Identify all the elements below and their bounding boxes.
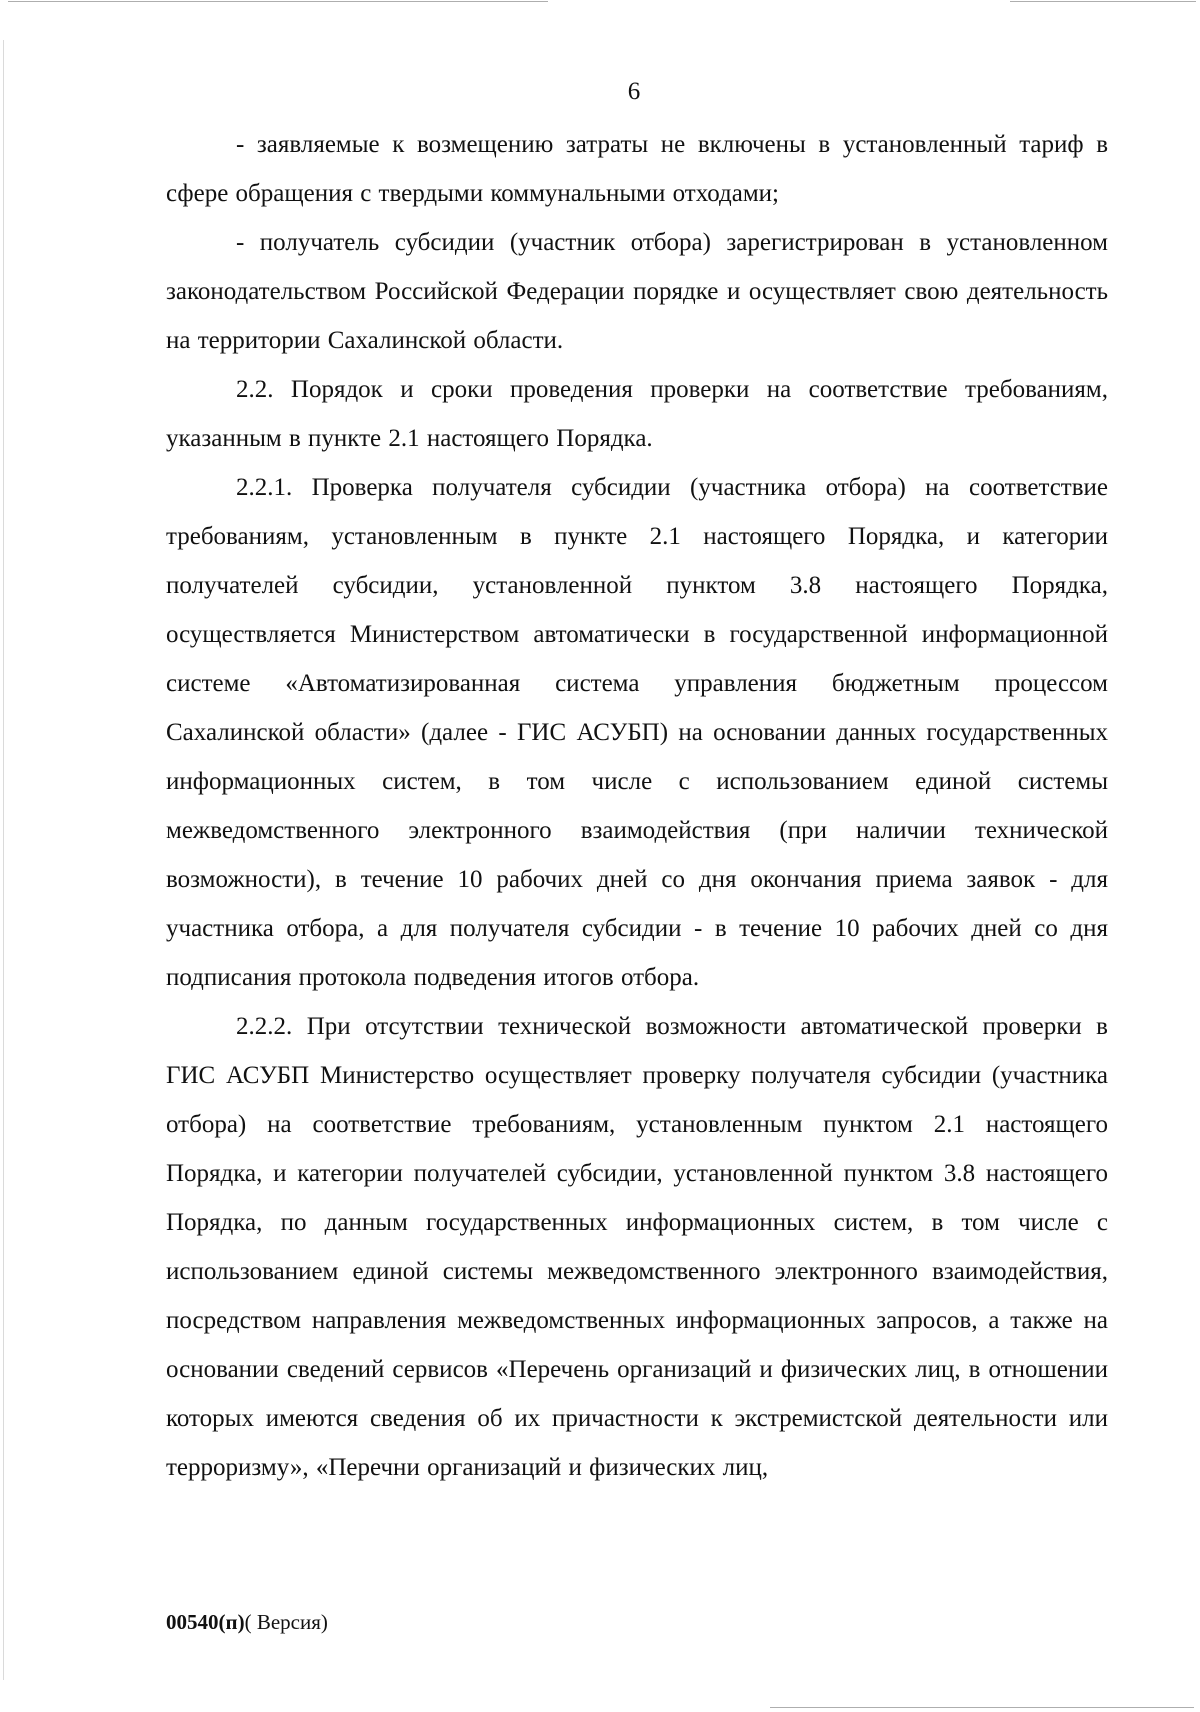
document-footer xyxy=(166,1604,328,1640)
document-version: ( Версия) xyxy=(244,1610,328,1634)
paragraph-2-2-2: 2.2.2. При отсутствии технической возможности автоматической проверки в ГИС АСУБП Министерство осуществляет проверку получателя субсидии (участника отбора) на соответствие требованиям, установленным пунктом 2.1 настоящего Порядка, и категории получателей субсидии, установленной пунктом 3.8 настоящего Порядка, по данным государственных информационных систем, в том числе с использованием единой системы межведомственного электронного взаимодействия, посредством направления межведомственных информационных запросов, а также на основании сведений сервисов «Перечень организаций и физических лиц, в отношении которых имеются сведения об их причастности к экстремистской деятельности или терроризму», «Перечни организаций и физических лиц, xyxy=(166,1013,1108,1481)
paragraph-2-2: 2.2. Порядок и сроки проведения проверки на соответствие требованиям, указанным в пункте 2.1 настоящего Порядка. xyxy=(166,376,1108,452)
page-number: 6 xyxy=(627,78,641,105)
scan-edge-bottom-right xyxy=(770,1707,1194,1708)
scan-edge-top-right xyxy=(1010,1,1196,2)
scan-edge-top-left xyxy=(8,1,548,2)
paragraph-recipient-registered: - получатель субсидии (участник отбора) зарегистрирован в установленном законодательством Российской Федерации порядке и осуществляет свою деятельность на территории Сахалинской области. xyxy=(166,229,1108,354)
scan-edge-left xyxy=(3,40,4,1680)
document-code: 00540(п) xyxy=(166,1610,245,1634)
document-body xyxy=(166,120,1108,1492)
paragraph-costs-not-in-tariff: - заявляемые к возмещению затраты не включены в установленный тариф в сфере обращения с твердыми коммунальными отходами; xyxy=(166,131,1108,207)
paragraph-2-2-1: 2.2.1. Проверка получателя субсидии (участника отбора) на соответствие требованиям, установленным в пункте 2.1 настоящего Порядка, и категории получателей субсидии, установленной пунктом 3.8 настоящего Порядка, осуществляется Министерством автоматически в государственной информационной системе «Автоматизированная система управления бюджетным процессом Сахалинской области» (далее - ГИС АСУБП) на основании данных государственных информационных систем, в том числе с использованием единой системы межведомственного электронного взаимодействия (при наличии технической возможности), в течение 10 рабочих дней со дня окончания приема заявок - для участника отбора, а для получателя субсидии - в течение 10 рабочих дней со дня подписания протокола подведения итогов отбора. xyxy=(166,474,1108,991)
